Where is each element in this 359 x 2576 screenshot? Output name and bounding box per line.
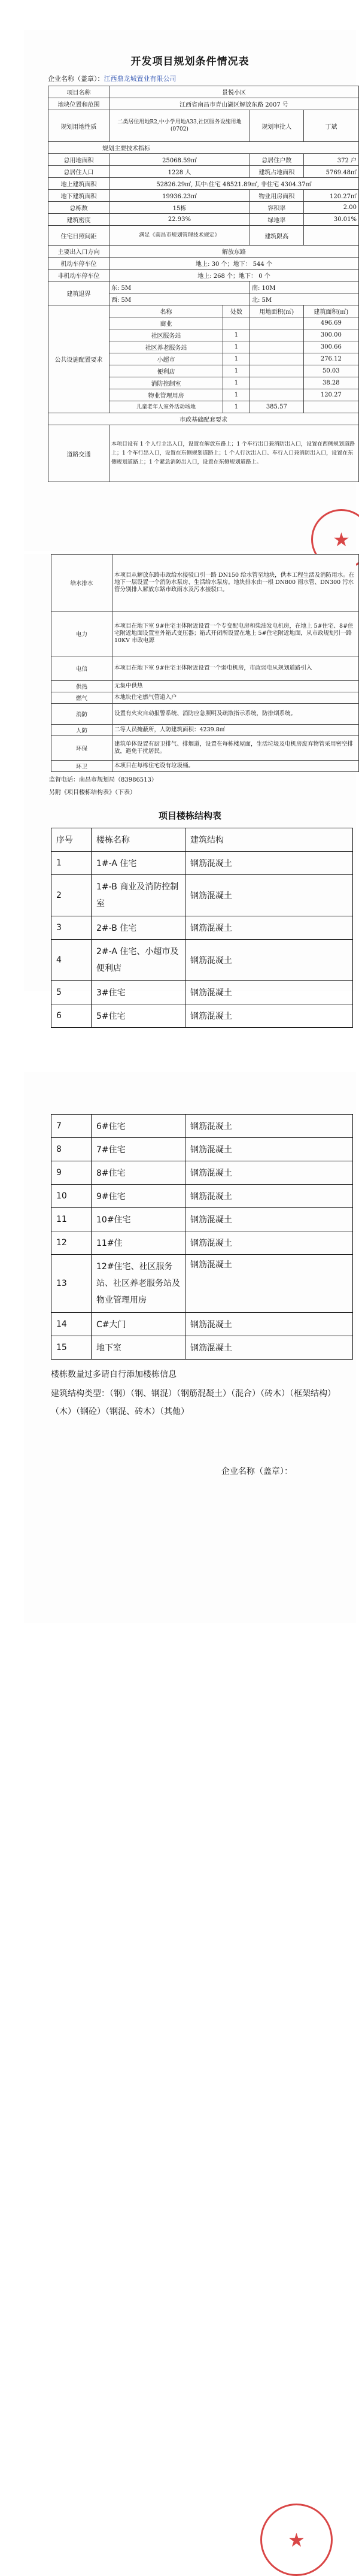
company-value: 江西鼎龙城置业有限公司 xyxy=(104,75,177,83)
cell: 给水排水 xyxy=(51,555,112,612)
table-row xyxy=(51,1231,353,1255)
company-seal-icon: ★ xyxy=(260,2504,333,2576)
cell: 绿地率 xyxy=(250,214,303,226)
cell: 1 xyxy=(223,341,250,353)
table-row xyxy=(51,1115,353,1138)
cell: 无集中供热 xyxy=(112,681,359,692)
cell: 机动车停车位 xyxy=(48,258,109,270)
company-label: 企业名称（盖章）： xyxy=(48,75,104,83)
table-row xyxy=(51,1004,353,1028)
cell xyxy=(250,317,303,329)
cell: 1 xyxy=(223,401,250,413)
cell: 建筑限高 xyxy=(250,226,303,246)
cell: 建筑密度 xyxy=(48,214,109,226)
cell: 西: 5M xyxy=(109,293,250,305)
section-header: 市政基础配套要求 xyxy=(48,413,359,425)
cell: 建筑占地面积 xyxy=(250,166,303,178)
cell: 容积率 xyxy=(250,202,303,214)
cell xyxy=(250,329,303,341)
cell: 供热 xyxy=(51,681,112,692)
cell: 1 xyxy=(223,329,250,341)
cell: 二等人员掩蔽所，人防建筑面积：4239.8㎡ xyxy=(112,725,359,736)
table-row xyxy=(51,852,353,875)
cell: 南: 10M xyxy=(250,281,358,293)
cell: 10#住宅 xyxy=(92,1208,185,1231)
cell: 50.03 xyxy=(303,365,358,377)
cell: 14 xyxy=(51,1313,92,1336)
cell: 钢筋混凝土 xyxy=(185,940,353,981)
cell: 钢筋混凝土 xyxy=(185,981,353,1004)
cell: 本地块住宅燃气管道入户 xyxy=(112,692,359,704)
cell: 8#住宅 xyxy=(92,1161,185,1185)
table-row xyxy=(51,1161,353,1185)
cell: 钢筋混凝土 xyxy=(185,875,353,916)
cell: 燃气 xyxy=(51,692,112,704)
cell: 10 xyxy=(51,1185,92,1208)
header-cell: 楼栋名称 xyxy=(92,828,185,852)
cell: 1228 人 xyxy=(109,166,250,178)
cell xyxy=(250,389,303,401)
cell: 钢筋混凝土 xyxy=(185,1115,353,1138)
cell: 钢筋混凝土 xyxy=(185,1185,353,1208)
cell: 物业用房面积 xyxy=(250,190,303,202)
cell: 消防控制室 xyxy=(109,377,223,389)
building-structure-table-continued xyxy=(51,1114,353,1360)
cell: 276.12 xyxy=(303,353,358,365)
cell: 22.93% xyxy=(109,214,250,226)
cell: 钢筋混凝土 xyxy=(185,916,353,940)
cell: 道路交通 xyxy=(48,425,109,482)
cell: 地块位置和范围 xyxy=(48,98,109,110)
struct-title: 项目楼栋结构表 xyxy=(158,810,221,821)
table-row xyxy=(51,1208,353,1231)
cell xyxy=(250,377,303,389)
cell: 12#住宅、社区服务站、社区养老服务站及物业管理用房 xyxy=(92,1255,185,1313)
page-2 xyxy=(24,554,356,1021)
cell: 钢筋混凝土 xyxy=(185,1336,353,1360)
cell: 总居住人口 xyxy=(48,166,109,178)
page-1 xyxy=(24,30,356,551)
cell: 建筑退界 xyxy=(48,281,109,305)
building-structure-table xyxy=(51,828,353,1028)
header-cell: 建筑结构 xyxy=(185,828,353,852)
cell: 总用地面积 xyxy=(48,154,109,166)
cell: 地上建筑面积 xyxy=(48,178,109,190)
cell: 9 xyxy=(51,1161,92,1185)
cell: 7#住宅 xyxy=(92,1138,185,1161)
cell: 2#-B 住宅 xyxy=(92,916,185,940)
cell: 电力 xyxy=(51,612,112,656)
company-line xyxy=(48,74,356,83)
cell xyxy=(303,401,358,413)
cell: 372 户 xyxy=(303,154,358,166)
cell: 规划审批人 xyxy=(250,110,303,142)
cell: 8 xyxy=(51,1138,92,1161)
cell: 建筑单体设置有厨卫排气、排烟道，设置在每栋楼屋面，生活垃圾及电机房废弃物管采用密空排放，避免干扰居民。 xyxy=(112,736,359,761)
cell: 丁斌 xyxy=(303,110,358,142)
cell: 11#住 xyxy=(92,1231,185,1255)
cell: 13 xyxy=(51,1255,92,1313)
table-row xyxy=(51,1255,353,1313)
cell: 1 xyxy=(223,377,250,389)
cell: 商业 xyxy=(109,317,223,329)
cell: 钢筋混凝土 xyxy=(185,1255,353,1313)
cell: C#大门 xyxy=(92,1313,185,1336)
cell: 主要出入口方向 xyxy=(48,246,109,258)
cell: 385.57 xyxy=(250,401,303,413)
cell: 地下建筑面积 xyxy=(48,190,109,202)
cell: 东: 5M xyxy=(109,281,250,293)
cell: 解放东路 xyxy=(109,246,359,258)
cell xyxy=(250,353,303,365)
cell: 设置有火灾自动报警系统、消防应急照明及疏散指示系统，防排烟系统。 xyxy=(112,704,359,725)
cell: 非机动车停车位 xyxy=(48,270,109,281)
cell: 11 xyxy=(51,1208,92,1231)
cell: 人防 xyxy=(51,725,112,736)
cell: 7 xyxy=(51,1115,92,1138)
table-row xyxy=(51,981,353,1004)
cell: 2.00 xyxy=(303,202,358,214)
cell xyxy=(250,365,303,377)
table-row xyxy=(51,940,353,981)
cell: 消防 xyxy=(51,704,112,725)
header-cell: 序号 xyxy=(51,828,92,852)
cell: 120.27㎡ xyxy=(303,190,358,202)
cell: 二类居住用地R2,中小学用地A33,社区服务设施用地(0702) xyxy=(109,110,250,142)
cell: 本项目在地下室 9#住宅主体附近设置一个专变配电房和柴油发电机房，在地上 5#住宅、8#住宅附近地面设置室外箱式变压器；箱式开闭所设置在地上 5#住宅附近地面，从市政规划引一路 10KV 市政电源 xyxy=(112,612,359,656)
cell: 1 xyxy=(51,852,92,875)
cell: 物业管理用房 xyxy=(109,389,223,401)
infrastructure-table xyxy=(51,554,359,772)
cell: 便利店 xyxy=(109,365,223,377)
table-row xyxy=(51,875,353,916)
table-row xyxy=(51,1185,353,1208)
cell: 建筑面积(㎡) xyxy=(303,305,358,317)
cell: 用地面积(㎡) xyxy=(250,305,303,317)
supervisor-phone: 监督电话：南昌市规划局（83986513） xyxy=(49,777,157,783)
cell: 钢筋混凝土 xyxy=(185,852,353,875)
cell: 景悦小区 xyxy=(109,86,359,98)
table-row xyxy=(51,1138,353,1161)
cell: 300.66 xyxy=(303,341,358,353)
cell: 本项目从解放东路市政给水接驳口引一路 DN150 给水管至地块，供本工程生活及消防用水。在地下一层设置一个消防水泵房、生活给水泵房。地块排水由一根 DN800 雨水管、DN300 污水管分别排入解放东路市政雨水及污水接驳口。 xyxy=(112,555,359,612)
cell xyxy=(303,226,358,246)
cell: 钢筋混凝土 xyxy=(185,1313,353,1336)
cell: 地上: 268 个；地下： 0 个 xyxy=(109,270,359,281)
cell: 电信 xyxy=(51,656,112,681)
cell: 江西省南昌市青山湖区解放东路 2007 号 xyxy=(109,98,359,110)
cell: 本项目设有 1 个人行主出入口，设置在解放东路上；1 个车行出口兼消防出入口，设置在西侧规划道路上；1 个车行出入口，设置在东侧规划道路上；1 个人行次出入口、车行入口兼消防出入口，设置在东侧规划道路上；1 个紧急消防出入口，设置在东侧规划道路上。 xyxy=(109,425,359,482)
cell xyxy=(223,317,250,329)
table-row xyxy=(51,1313,353,1336)
cell: 15栋 xyxy=(109,202,250,214)
cell: 15 xyxy=(51,1336,92,1360)
cell: 满足《南昌市规划管理技术规定》 xyxy=(109,226,250,246)
note-add-buildings: 楼栋数量过多请自行添加楼栋信息 xyxy=(51,1370,177,1379)
cell: 12 xyxy=(51,1231,92,1255)
table-row xyxy=(51,1336,353,1360)
company-sign-label: 企业名称（盖章）： xyxy=(221,1467,293,1476)
cell: 25068.59㎡ xyxy=(109,154,250,166)
cell: 1 xyxy=(223,389,250,401)
cell: 3#住宅 xyxy=(92,981,185,1004)
attachment-note: 另附《项目楼栋结构表》（下表） xyxy=(49,789,136,796)
cell: 1 xyxy=(223,353,250,365)
cell: 钢筋混凝土 xyxy=(185,1231,353,1255)
cell: 19936.23㎡ xyxy=(109,190,250,202)
cell: 钢筋混凝土 xyxy=(185,1138,353,1161)
cell: 地下室 xyxy=(92,1336,185,1360)
page-title: 开发项目规划条件情况表 xyxy=(130,56,250,68)
cell: 名称 xyxy=(109,305,223,317)
company-seal-icon: ★ xyxy=(311,509,359,570)
note-structure-types: 建筑结构类型：（钢）（钢、钢混）（钢筋混凝土）（混合）（砖木）（框架结构）（木）（钢砼）（钢混、砖木）（其他） xyxy=(51,1389,336,1416)
cell: 北: 5M xyxy=(250,293,358,305)
cell: 6 xyxy=(51,1004,92,1028)
cell: 总居住户数 xyxy=(250,154,303,166)
cell: 6#住宅 xyxy=(92,1115,185,1138)
cell: 120.27 xyxy=(303,389,358,401)
cell: 5 xyxy=(51,981,92,1004)
cell: 3 xyxy=(51,916,92,940)
cell: 钢筋混凝土 xyxy=(185,1208,353,1231)
cell: 小超市 xyxy=(109,353,223,365)
cell: 本项目在地下室 9#住宅主体附近设置一个弱电机房，市政弱电从规划道路引入 xyxy=(112,656,359,681)
cell: 38.28 xyxy=(303,377,358,389)
page-3 xyxy=(24,1072,356,2551)
cell: 52826.29㎡, 其中:住宅 48521.89㎡, 非住宅 4304.37㎡ xyxy=(109,178,359,190)
cell: 2 xyxy=(51,875,92,916)
cell: 5769.48㎡ xyxy=(303,166,358,178)
cell: 2#-A 住宅、小超市及便利店 xyxy=(92,940,185,981)
cell: 环保 xyxy=(51,736,112,761)
cell: 300.00 xyxy=(303,329,358,341)
table-row xyxy=(51,916,353,940)
cell: 社区服务站 xyxy=(109,329,223,341)
cell xyxy=(250,341,303,353)
cell: 1#-A 住宅 xyxy=(92,852,185,875)
cell: 地上: 30 个；地下： 544 个 xyxy=(109,258,359,270)
cell: 9#住宅 xyxy=(92,1185,185,1208)
section-header: 规划主要技术指标 xyxy=(48,142,359,154)
cell: 处数 xyxy=(223,305,250,317)
plan-conditions-table xyxy=(48,86,359,482)
cell: 1 xyxy=(223,365,250,377)
cell: 1#-B 商业及消防控制室 xyxy=(92,875,185,916)
cell: 公共设施配置要求 xyxy=(48,305,109,413)
cell: 总栋数 xyxy=(48,202,109,214)
cell: 本项目在每栋住宅设有垃圾桶。 xyxy=(112,761,359,772)
cell: 环卫 xyxy=(51,761,112,772)
cell: 规划用地性质 xyxy=(48,110,109,142)
cell: 30.01% xyxy=(303,214,358,226)
cell: 钢筋混凝土 xyxy=(185,1161,353,1185)
cell: 4 xyxy=(51,940,92,981)
cell: 儿童老年人室外活动场地 xyxy=(109,401,223,413)
cell: 项目名称 xyxy=(48,86,109,98)
cell: 社区养老服务站 xyxy=(109,341,223,353)
cell: 钢筋混凝土 xyxy=(185,1004,353,1028)
cell: 496.69 xyxy=(303,317,358,329)
cell: 5#住宅 xyxy=(92,1004,185,1028)
cell: 住宅日照间距 xyxy=(48,226,109,246)
